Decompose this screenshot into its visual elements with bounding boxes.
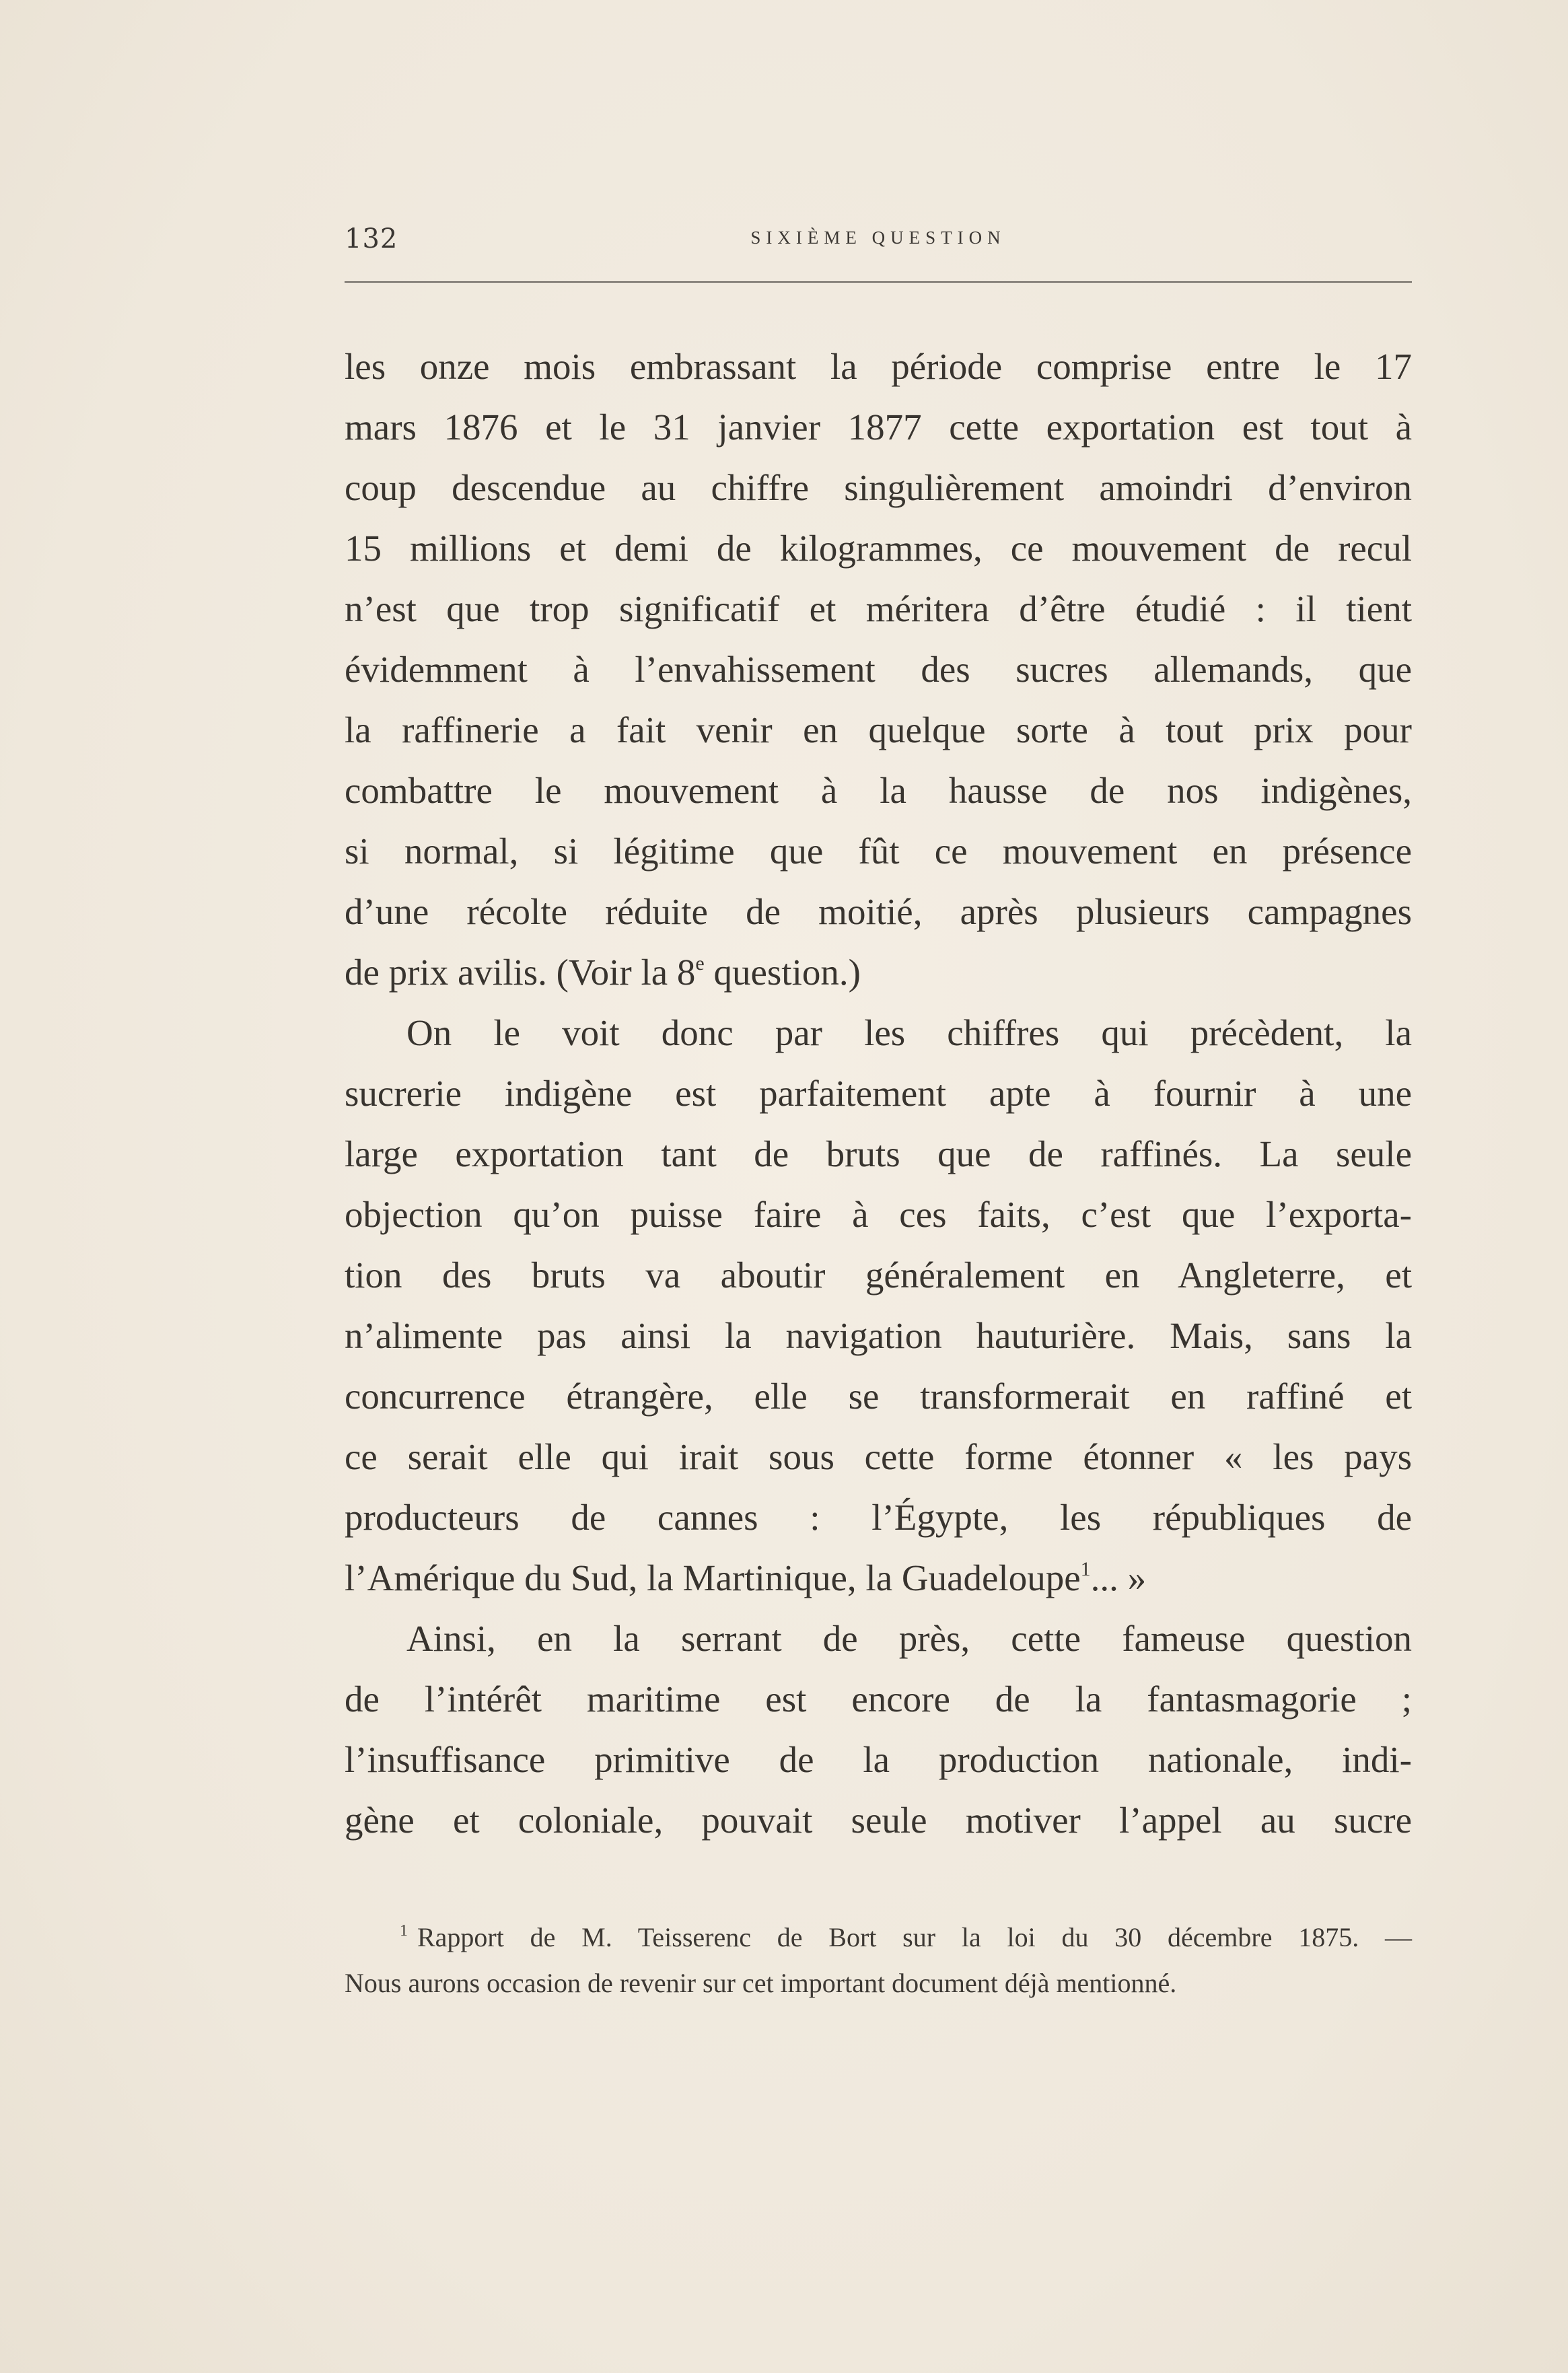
page-header	[345, 221, 1412, 261]
text-fragment: ... »	[1090, 1557, 1147, 1598]
text-line	[345, 942, 1412, 1003]
text-fragment: question.)	[704, 952, 861, 993]
text-line: de l’intérêt maritime est encore de la fantasmagorie ;	[345, 1678, 1412, 1720]
running-title: SIXIÈME QUESTION	[750, 227, 1006, 248]
text-line: objection qu’on puisse faire à ces faits, c’est que l’exporta-	[345, 1194, 1412, 1235]
footnote-line	[345, 1915, 1412, 1960]
footnote-marker: 1	[400, 1922, 408, 1940]
text-line: Ainsi, en la serrant de près, cette fameuse question	[406, 1618, 1412, 1659]
text-line	[345, 1548, 1412, 1608]
text-line: les onze mois embrassant la période comprise entre le 17	[345, 346, 1412, 387]
text-line: concurrence étrangère, elle se transformerait en raffiné et	[345, 1376, 1412, 1417]
text-line: évidemment à l’envahissement des sucres allemands, que	[345, 649, 1412, 690]
footnote	[345, 1915, 1412, 2006]
text-line: On le voit donc par les chiffres qui précèdent, la	[406, 1012, 1412, 1053]
footnote-reference: 1	[1080, 1558, 1091, 1580]
text-line: la raffinerie a fait venir en quelque sorte à tout prix pour	[345, 709, 1412, 750]
text-line: producteurs de cannes : l’Égypte, les républiques de	[345, 1497, 1412, 1538]
ordinal-superscript: e	[695, 952, 705, 975]
text-fragment: l’Amérique du Sud, la Martinique, la Guadeloupe	[345, 1557, 1081, 1598]
text-line: mars 1876 et le 31 janvier 1877 cette exportation est tout à	[345, 406, 1412, 448]
text-line: l’insuffisance primitive de la production nationale, indi-	[345, 1739, 1412, 1780]
footnote-line: Nous aurons occasion de revenir sur cet important document déjà mentionné.	[345, 1968, 1177, 1998]
text-line: tion des bruts va aboutir généralement en Angleterre, et	[345, 1254, 1412, 1296]
text-fragment: de prix avilis. (Voir la 8	[345, 952, 696, 993]
footnote-text: Rapport de M. Teisserenc de Bort sur la loi du 30 décembre 1875. —	[417, 1922, 1412, 1952]
text-line: coup descendue au chiffre singulièrement amoindri d’environ	[345, 467, 1412, 508]
text-line: large exportation tant de bruts que de raffinés. La seule	[345, 1133, 1412, 1174]
page-number: 132	[345, 223, 398, 254]
text-line: sucrerie indigène est parfaitement apte à fournir à une	[345, 1073, 1412, 1114]
text-line: combattre le mouvement à la hausse de nos indigènes,	[345, 770, 1412, 811]
body-text	[345, 337, 1412, 1851]
text-line: d’une récolte réduite de moitié, après plusieurs campagnes	[345, 891, 1412, 932]
text-line: n’alimente pas ainsi la navigation hauturière. Mais, sans la	[345, 1315, 1412, 1356]
text-line: n’est que trop significatif et méritera d’être étudié : il tient	[345, 588, 1412, 629]
text-line: 15 millions et demi de kilogrammes, ce mouvement de recul	[345, 528, 1412, 569]
text-line: si normal, si légitime que fût ce mouvement en présence	[345, 830, 1412, 872]
header-rule	[345, 281, 1412, 283]
text-line: gène et coloniale, pouvait seule motiver l’appel au sucre	[345, 1800, 1412, 1841]
text-line: ce serait elle qui irait sous cette forme étonner « les pays	[345, 1436, 1412, 1477]
